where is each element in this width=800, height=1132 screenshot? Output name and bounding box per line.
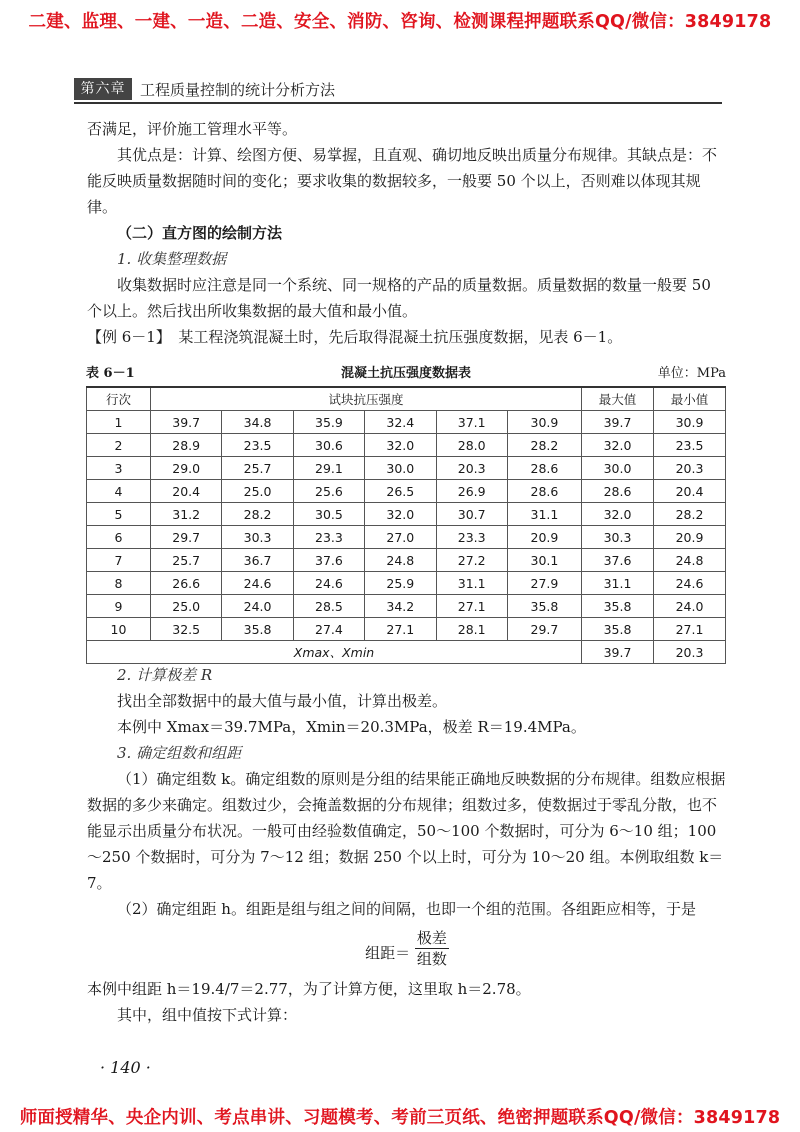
strength-cell: 24.0 xyxy=(222,595,293,618)
row-index-cell: 9 xyxy=(87,595,151,618)
section-heading: （二）直方图的绘制方法 xyxy=(117,224,283,242)
strength-cell: 28.5 xyxy=(293,595,364,618)
chapter-tag: 第六章 xyxy=(74,78,132,100)
row-index-cell: 1 xyxy=(87,411,151,434)
strength-cell: 23.3 xyxy=(436,526,507,549)
formula-left: 组距＝ xyxy=(365,944,411,962)
table-row xyxy=(87,411,726,434)
table-row xyxy=(87,549,726,572)
strength-cell: 30.0 xyxy=(365,457,436,480)
row-min-cell: 24.8 xyxy=(654,549,726,572)
strength-cell: 30.5 xyxy=(293,503,364,526)
example-statement: 【例 6－1】 某工程浇筑混凝土时，先后取得混凝土抗压强度数据，见表 6－1。 xyxy=(87,328,623,346)
strength-cell: 26.5 xyxy=(365,480,436,503)
row-index-cell: 6 xyxy=(87,526,151,549)
strength-cell: 20.9 xyxy=(507,526,581,549)
row-max-cell: 35.8 xyxy=(582,595,654,618)
row-index-cell: 7 xyxy=(87,549,151,572)
strength-cell: 27.1 xyxy=(365,618,436,641)
strength-cell: 24.6 xyxy=(293,572,364,595)
table-header-row xyxy=(87,387,726,411)
strength-cell: 27.0 xyxy=(365,526,436,549)
row-max-cell: 32.0 xyxy=(582,503,654,526)
row-index-cell: 3 xyxy=(87,457,151,480)
summary-min: 20.3 xyxy=(654,641,726,664)
chapter-title: 工程质量控制的统计分析方法 xyxy=(140,81,336,99)
strength-cell: 23.5 xyxy=(222,434,293,457)
body-paragraph-8: 本例中组距 h＝19.4/7＝2.77，为了计算方便，这里取 h＝2.78。 xyxy=(87,980,531,998)
formula xyxy=(87,928,727,972)
strength-cell: 25.0 xyxy=(222,480,293,503)
table-row xyxy=(87,618,726,641)
intro-paragraph-1: 否满足，评价施工管理水平等。 xyxy=(87,120,298,138)
row-min-cell: 20.3 xyxy=(654,457,726,480)
table-row xyxy=(87,503,726,526)
strength-cell: 25.9 xyxy=(365,572,436,595)
row-index-cell: 4 xyxy=(87,480,151,503)
strength-cell: 27.1 xyxy=(436,595,507,618)
strength-cell: 30.9 xyxy=(507,411,581,434)
table-title: 混凝土抗压强度数据表 xyxy=(340,366,471,381)
body-paragraph-6: （1）确定组数 k。确定组数的原则是分组的结果能正确地反映数据的分布规律。组数应根据数据的多少来确定。组数过少，会掩盖数据的分布规律；组数过多，使数据过于零乱分散，也不能显示出质量分布状况。一般可由经验数值确定，50～100 个数据时，可分为 6～10 组；100～250 个数据时，可分为 7～12 组；数据 250 个以上时，可分为 10～20 组。本例取组数 k＝7。 xyxy=(87,770,726,892)
strength-cell: 25.0 xyxy=(151,595,222,618)
strength-cell: 36.7 xyxy=(222,549,293,572)
strength-cell: 32.0 xyxy=(365,434,436,457)
strength-cell: 32.4 xyxy=(365,411,436,434)
strength-cell: 31.1 xyxy=(436,572,507,595)
bottom-promo-banner: 师面授精华、央企内训、考点串讲、习题模考、考前三页纸、绝密押题联系QQ/微信：3849178 xyxy=(19,1108,781,1128)
strength-cell: 35.8 xyxy=(222,618,293,641)
row-min-cell: 28.2 xyxy=(654,503,726,526)
summary-label: Xmax、Xmin xyxy=(87,641,582,664)
table-row xyxy=(87,434,726,457)
strength-cell: 30.1 xyxy=(507,549,581,572)
strength-cell: 35.8 xyxy=(507,595,581,618)
header-strength: 试块抗压强度 xyxy=(151,387,582,411)
table-unit: 单位：MPa xyxy=(657,366,726,381)
row-index-cell: 8 xyxy=(87,572,151,595)
row-max-cell: 28.6 xyxy=(582,480,654,503)
subheading-groups: 3. 确定组数和组距 xyxy=(117,744,242,762)
strength-cell: 28.2 xyxy=(507,434,581,457)
row-min-cell: 24.0 xyxy=(654,595,726,618)
strength-cell: 39.7 xyxy=(151,411,222,434)
formula-fraction xyxy=(415,928,449,969)
strength-data-table xyxy=(86,386,726,664)
row-min-cell: 30.9 xyxy=(654,411,726,434)
strength-cell: 29.0 xyxy=(151,457,222,480)
row-index-cell: 2 xyxy=(87,434,151,457)
body-paragraph-9: 其中，组中值按下式计算： xyxy=(117,1006,298,1024)
body-paragraph-5: 本例中 Xmax＝39.7MPa，Xmin＝20.3MPa，极差 R＝19.4MPa。 xyxy=(117,718,586,736)
strength-cell: 31.2 xyxy=(151,503,222,526)
strength-cell: 28.6 xyxy=(507,480,581,503)
strength-cell: 24.6 xyxy=(222,572,293,595)
top-promo-banner: 二建、监理、一建、一造、二造、安全、消防、咨询、检测课程押题联系QQ/微信：3849178 xyxy=(28,12,772,32)
summary-max: 39.7 xyxy=(582,641,654,664)
row-max-cell: 30.0 xyxy=(582,457,654,480)
row-min-cell: 20.9 xyxy=(654,526,726,549)
strength-cell: 30.7 xyxy=(436,503,507,526)
table-id: 表 6－1 xyxy=(86,366,135,381)
strength-cell: 29.7 xyxy=(151,526,222,549)
strength-cell: 30.6 xyxy=(293,434,364,457)
table-summary-row xyxy=(87,641,726,664)
strength-cell: 31.1 xyxy=(507,503,581,526)
table-row xyxy=(87,526,726,549)
strength-cell: 28.1 xyxy=(436,618,507,641)
table-row xyxy=(87,595,726,618)
strength-cell: 25.7 xyxy=(222,457,293,480)
strength-cell: 28.0 xyxy=(436,434,507,457)
body-paragraph-4: 找出全部数据中的最大值与最小值，计算出极差。 xyxy=(117,692,448,710)
strength-cell: 29.1 xyxy=(293,457,364,480)
strength-cell: 27.9 xyxy=(507,572,581,595)
row-min-cell: 27.1 xyxy=(654,618,726,641)
row-index-cell: 5 xyxy=(87,503,151,526)
row-max-cell: 32.0 xyxy=(582,434,654,457)
subheading-range: 2. 计算极差 R xyxy=(117,666,213,684)
strength-cell: 28.2 xyxy=(222,503,293,526)
table-row xyxy=(87,572,726,595)
strength-cell: 26.9 xyxy=(436,480,507,503)
table-body xyxy=(87,411,726,641)
table-caption xyxy=(86,362,726,382)
row-max-cell: 35.8 xyxy=(582,618,654,641)
row-min-cell: 23.5 xyxy=(654,434,726,457)
strength-cell: 26.6 xyxy=(151,572,222,595)
page-number: · 140 · xyxy=(100,1058,151,1077)
strength-cell: 28.9 xyxy=(151,434,222,457)
subheading-collect-data: 1. 收集整理数据 xyxy=(117,250,227,268)
body-paragraph-7: （2）确定组距 h。组距是组与组之间的间隔，也即一个组的范围。各组距应相等，于是 xyxy=(117,900,696,918)
strength-cell: 35.9 xyxy=(293,411,364,434)
strength-cell: 25.7 xyxy=(151,549,222,572)
strength-cell: 34.2 xyxy=(365,595,436,618)
row-max-cell: 30.3 xyxy=(582,526,654,549)
row-min-cell: 20.4 xyxy=(654,480,726,503)
body-section xyxy=(87,662,727,1028)
strength-cell: 25.6 xyxy=(293,480,364,503)
chapter-header xyxy=(74,78,722,104)
row-index-cell: 10 xyxy=(87,618,151,641)
row-max-cell: 37.6 xyxy=(582,549,654,572)
strength-cell: 27.2 xyxy=(436,549,507,572)
row-max-cell: 31.1 xyxy=(582,572,654,595)
strength-cell: 28.6 xyxy=(507,457,581,480)
strength-cell: 30.3 xyxy=(222,526,293,549)
intro-paragraph-3: 收集数据时应注意是同一个系统、同一规格的产品的质量数据。质量数据的数量一般要 50 个以上。然后找出所收集数据的最大值和最小值。 xyxy=(87,276,711,320)
header-row-index: 行次 xyxy=(87,387,151,411)
strength-cell: 20.4 xyxy=(151,480,222,503)
formula-denominator: 组数 xyxy=(416,950,447,968)
strength-cell: 32.5 xyxy=(151,618,222,641)
intro-section xyxy=(87,116,727,350)
row-min-cell: 24.6 xyxy=(654,572,726,595)
strength-cell: 34.8 xyxy=(222,411,293,434)
strength-cell: 24.8 xyxy=(365,549,436,572)
strength-cell: 32.0 xyxy=(365,503,436,526)
strength-cell: 37.6 xyxy=(293,549,364,572)
header-max: 最大值 xyxy=(582,387,654,411)
strength-cell: 27.4 xyxy=(293,618,364,641)
formula-numerator: 极差 xyxy=(416,929,447,947)
table-row xyxy=(87,480,726,503)
strength-cell: 37.1 xyxy=(436,411,507,434)
intro-paragraph-2: 其优点是：计算、绘图方便、易掌握，且直观、确切地反映出质量分布规律。其缺点是：不能反映质量数据随时间的变化；要求收集的数据较多，一般要 50 个以上，否则难以体现其规律。 xyxy=(87,146,718,216)
header-min: 最小值 xyxy=(654,387,726,411)
strength-cell: 20.3 xyxy=(436,457,507,480)
table-row xyxy=(87,457,726,480)
strength-cell: 23.3 xyxy=(293,526,364,549)
strength-cell: 29.7 xyxy=(507,618,581,641)
row-max-cell: 39.7 xyxy=(582,411,654,434)
